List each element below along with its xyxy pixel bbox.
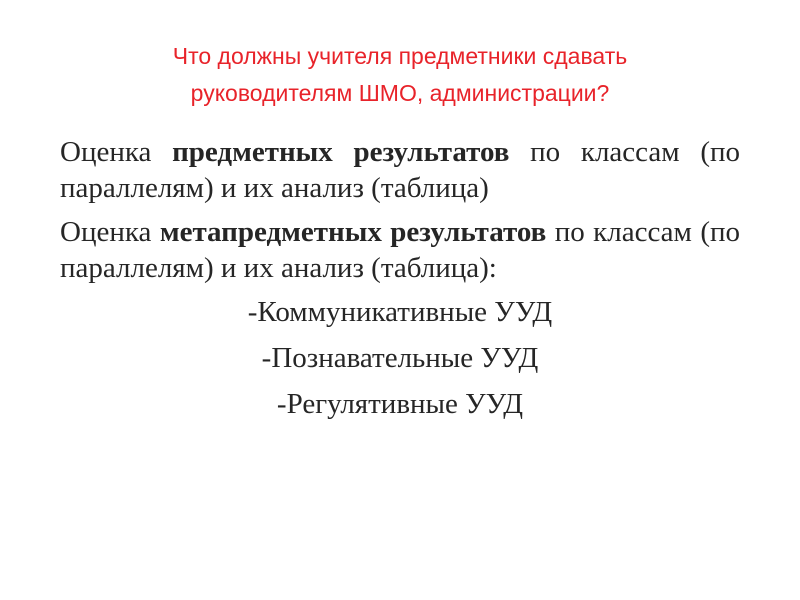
list-item-communicative: -Коммуникативные УУД: [247, 296, 553, 328]
title-line-2: руководителям ШМО, администрации?: [190, 80, 610, 106]
paragraph-metasubject-results: [60, 214, 740, 286]
title-line-1: Что должны учителя предметники сдавать: [172, 43, 628, 69]
list-item-regulatory: -Регулятивные УУД: [276, 388, 524, 420]
paragraph-1-bold: предметных результатов: [172, 136, 510, 168]
slide-body: [60, 134, 740, 432]
slide-title: [40, 38, 760, 112]
paragraph-2-rest: по классам (по параллелям) и их анализ (таблица):: [60, 216, 740, 284]
paragraph-1-rest: по классам (по параллелям) и их анализ (таблица): [60, 136, 740, 204]
list-item-cognitive: -Познавательные УУД: [261, 342, 539, 374]
paragraph-2-lead: Оценка: [60, 216, 160, 248]
paragraph-subject-results: [60, 134, 740, 206]
paragraph-1-lead: Оценка: [60, 136, 173, 168]
uud-list: [60, 294, 740, 422]
paragraph-2-bold: метапредметных результатов: [159, 216, 547, 248]
